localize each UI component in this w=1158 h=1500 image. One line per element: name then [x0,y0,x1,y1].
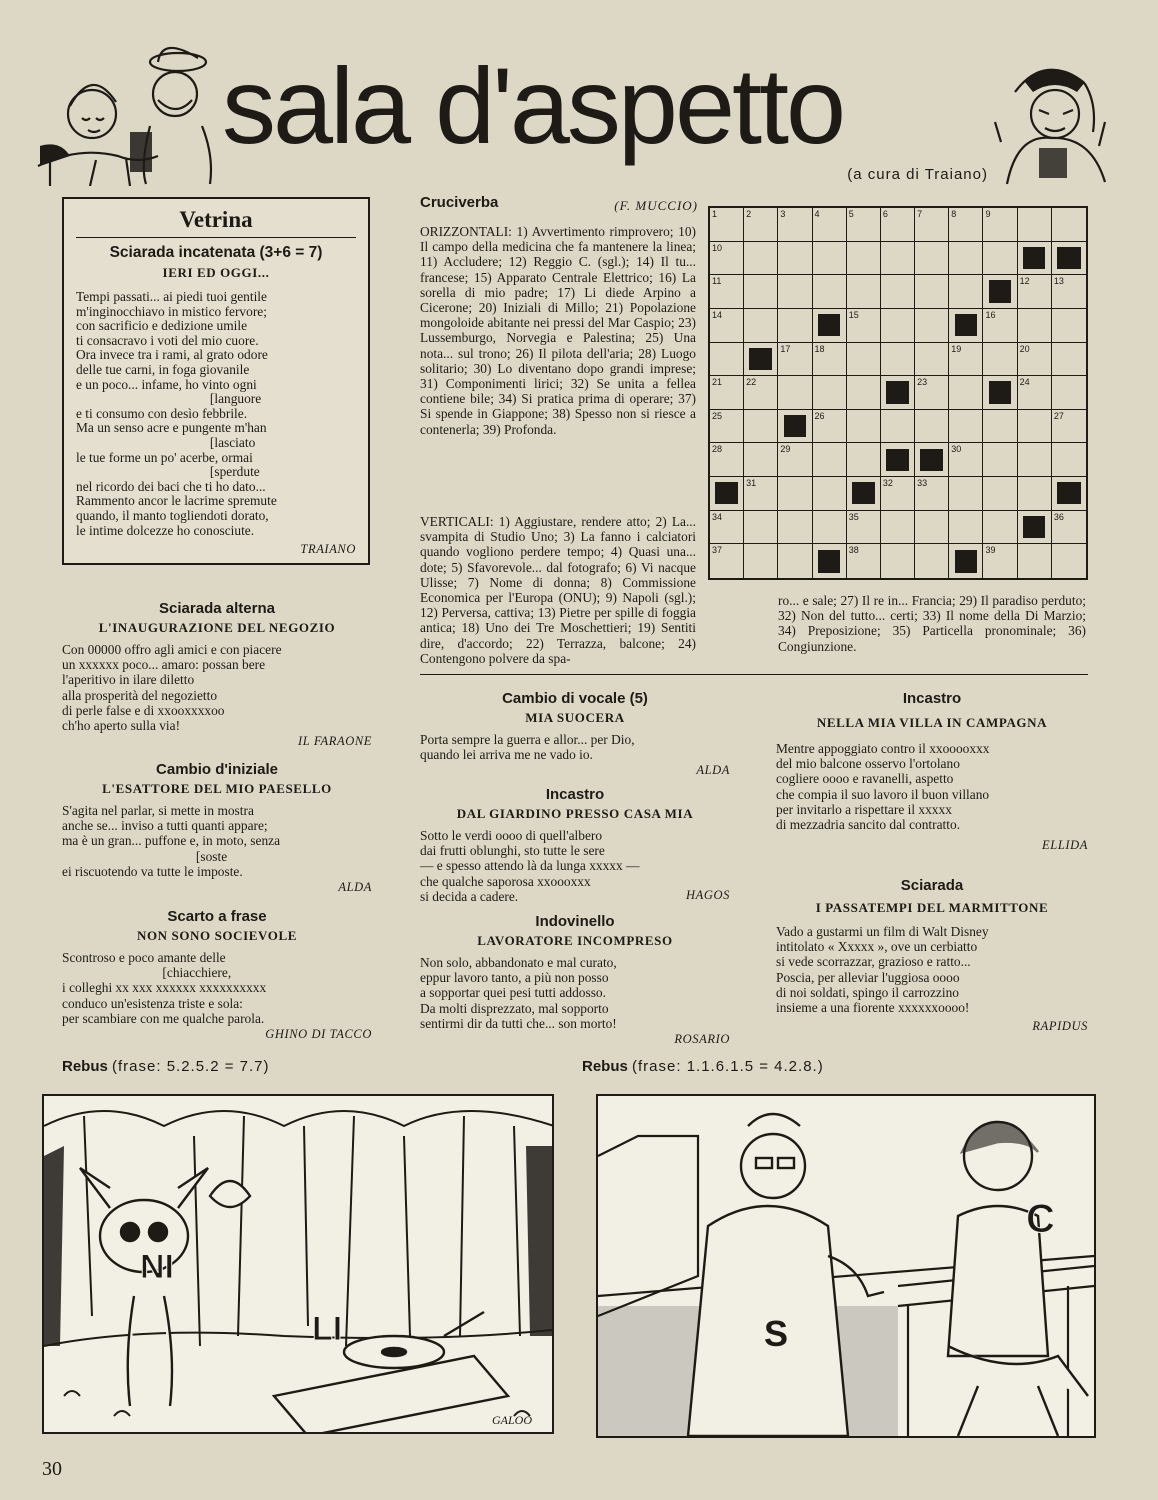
crossword-cell [847,443,881,477]
crossword-black-cell [813,544,847,578]
caricature-figure-drawing [985,52,1120,187]
crossword-cell-number: 17 [780,343,791,354]
crossword-cell [847,275,881,309]
rebus-letters-ni: NI [140,1248,174,1286]
crossword-cell [915,477,949,511]
crossword-cell [744,544,778,578]
crossword-cell [847,511,881,545]
crossword-clues-horizontal [420,224,696,437]
crossword-cell-number: 12 [1019,276,1030,287]
puzzle-title: Sciarada alterna [159,600,275,617]
puzzle-author: ALDA [696,763,730,778]
crossword-cell-number: 4 [814,209,820,219]
crossword-cell [710,443,744,477]
puzzle-title: Cambio di vocale (5) [502,690,648,707]
puzzle-sciarada-alterna [62,600,372,749]
crossword-cell [915,544,949,578]
crossword-cell [813,477,847,511]
crossword-cell [710,275,744,309]
crossword-cell [710,343,744,377]
puzzle-title: Cambio d'iniziale [156,761,278,778]
crossword-cell [1052,343,1086,377]
crossword-cell [1018,309,1052,343]
crossword-cell [710,242,744,276]
crossword-cell [1052,275,1086,309]
crossword-cell [778,443,812,477]
puzzle-subtitle: MIA SUOCERA [525,710,625,725]
rebus-formula: (frase: 5.2.5.2 = 7.7) [112,1058,270,1075]
crossword-black-cell [1052,242,1086,276]
crossword-cell [1052,544,1086,578]
crossword-cell [710,309,744,343]
crossword-cell [915,242,949,276]
crossword-cell [983,477,1017,511]
crossword-cell-number: 33 [917,478,928,489]
crossword-cell [710,208,744,242]
rebus-letter-c: C [1026,1197,1055,1241]
crossword-cell [778,477,812,511]
puzzle-author: ALDA [338,880,372,895]
caricature-group-drawing [30,36,230,186]
crossword-cell [1052,309,1086,343]
crossword-black-cell [949,544,983,578]
crossword-cell [1052,443,1086,477]
puzzle-incastro-villa [776,690,1088,853]
page-title: sala d'aspetto [222,45,844,166]
puzzle-author: GHINO DI TACCO [265,1027,372,1042]
crossword-cell [915,275,949,309]
crossword-cell [983,443,1017,477]
crossword-cell [847,544,881,578]
crossword-cell [1018,376,1052,410]
puzzle-subtitle: NON SONO SOCIEVOLE [136,928,298,943]
crossword-cell [949,511,983,545]
crossword-cell-number: 21 [712,377,723,388]
curator-credit: (a cura di Traiano) [847,166,988,183]
rebus-label: Rebus [582,1058,628,1075]
crossword-cell [983,343,1017,377]
doctor-examining-woman [598,1096,1094,1436]
crossword-cell-number: 39 [985,545,996,556]
crossword-cell [778,208,812,242]
rebus-letters-li: LI [312,1310,343,1348]
crossword-cell [710,511,744,545]
crossword-author: (F. MUCCIO) [614,198,698,213]
crossword-header [420,194,698,214]
puzzle-author: ELLIDA [1042,838,1088,853]
crossword-cell [847,208,881,242]
fawn-in-forest-with-record-player [44,1096,552,1432]
crossword-black-cell [915,443,949,477]
crossword-cell [881,477,915,511]
crossword-cell-number: 29 [780,444,791,455]
crossword-black-cell [710,477,744,511]
crossword-cell [813,376,847,410]
crossword-cell [1018,275,1052,309]
crossword-cell [813,275,847,309]
crossword-black-cell [847,477,881,511]
crossword-black-cell [983,376,1017,410]
crossword-cell-number: 3 [780,209,786,219]
crossword-cell [983,208,1017,242]
crossword-cell-number: 37 [712,545,723,556]
crossword-cell [847,242,881,276]
crossword-cell-number: 27 [1053,410,1064,421]
puzzle-cambio-iniziale [62,761,372,895]
puzzle-subtitle: L'ESATTORE DEL MIO PAESELLO [102,781,332,796]
crossword-black-cell [881,376,915,410]
crossword-black-cell [983,275,1017,309]
puzzle-subtitle: NELLA MIA VILLA IN CAMPAGNA [816,715,1048,730]
crossword-black-cell [1018,242,1052,276]
vetrina-author: TRAIANO [300,542,356,557]
crossword-cell [744,208,778,242]
puzzle-title: Sciarada [900,877,964,894]
puzzle-author: HAGOS [686,888,730,903]
crossword-cell [915,309,949,343]
crossword-cell [847,343,881,377]
crossword-cell-number: 24 [1019,377,1030,388]
crossword-cell [949,208,983,242]
crossword-cell-number: 7 [917,209,923,219]
crossword-cell [744,309,778,343]
vetrina-heading: Vetrina [179,207,253,232]
crossword-cell [881,544,915,578]
rebus-left-caption [62,1058,270,1075]
crossword-cell-number: 5 [848,209,854,219]
crossword-cell-number: 25 [712,410,723,421]
crossword-cell [813,343,847,377]
puzzle-subtitle: LAVORATORE INCOMPRESO [477,933,673,948]
crossword-cell [1018,443,1052,477]
crossword-cell [949,477,983,511]
crossword-cell-number: 22 [746,377,757,388]
crossword-black-cell [778,410,812,444]
crossword-cell [813,242,847,276]
crossword-cell [949,443,983,477]
crossword-cell [744,376,778,410]
crossword-cell [881,343,915,377]
crossword-black-cell [1018,511,1052,545]
crossword-cell [915,410,949,444]
crossword-cell-number: 28 [712,444,723,455]
crossword-cell [915,208,949,242]
vetrina-subtitle: IERI ED OGGI... [162,265,270,280]
crossword-cell-number: 15 [848,309,859,320]
crossword-cell [881,242,915,276]
crossword-cell [847,410,881,444]
crossword-cell [949,410,983,444]
puzzle-text: Sotto le verdi oooo di quell'albero dai frutti oblunghi, sto tutte le sere — e spesso attendo là da lunga xxxxx — che qualche saporosa xxoooxxx si decida a cadere. [420,828,640,904]
puzzle-sciarada-marmittone [776,877,1088,1034]
crossword-cell [1018,544,1052,578]
crossword-cell-number: 16 [985,309,996,320]
crossword-cell-number: 8 [951,209,957,219]
crossword-cell [778,343,812,377]
puzzle-text: Non solo, abbandonato e mal curato, eppur lavoro tanto, a più non posso a sopportar quei pesi tutti addosso. Da molti disprezzato, mal sopporto sentirmi dir da tutti che... son morto! [420,955,617,1031]
puzzle-cambio-vocale [420,690,730,778]
crossword-cell [983,242,1017,276]
crossword-cell [949,275,983,309]
crossword-cell-number: 32 [882,478,893,489]
crossword-cell [813,443,847,477]
crossword-cell-number: 1 [712,209,718,219]
vetrina-divider [76,237,356,238]
vertical-clues-b: ro... e sale; 27) Il re in... Francia; 29) Il paradiso perduto; 32) Non del tutto... certi; 33) Il nome della Di Marzio; 34) Preposizione; 35) Particella pronominale; 36) Congiunzione. [778,593,1086,654]
crossword-cell [1018,410,1052,444]
puzzle-subtitle: L'INAUGURAZIONE DEL NEGOZIO [98,620,336,635]
crossword-cell [847,309,881,343]
rebus-letter-s: S [764,1313,789,1354]
crossword-cell [847,376,881,410]
crossword-cell-number: 2 [746,209,752,219]
crossword-cell [710,376,744,410]
puzzle-subtitle: DAL GIARDINO PRESSO CASA MIA [456,806,694,821]
rebus-left-illustration [42,1094,554,1434]
puzzle-title: Scarto a frase [167,908,267,925]
rebus-right-illustration [596,1094,1096,1438]
crossword-cell-number: 11 [712,276,722,287]
rebus-formula: (frase: 1.1.6.1.5 = 4.2.8.) [632,1058,824,1075]
crossword-cell [813,511,847,545]
crossword-cell [1052,376,1086,410]
crossword-cell [949,343,983,377]
puzzle-author: ROSARIO [674,1032,730,1047]
crossword-cell-number: 31 [746,478,757,489]
crossword-cell [1052,511,1086,545]
crossword-cell [744,477,778,511]
crossword-cell-number: 6 [882,209,888,219]
crossword-title: Cruciverba [420,194,499,211]
crossword-cell [744,443,778,477]
crossword-cell [949,242,983,276]
crossword-cell [915,376,949,410]
vetrina-title: Sciarada incatenata (3+6 = 7) [109,244,323,261]
crossword-cell [744,275,778,309]
puzzle-title: Incastro [545,786,605,803]
crossword-cell-number: 30 [951,444,962,455]
crossword-black-cell [1052,477,1086,511]
crossword-cell [881,410,915,444]
puzzle-incastro-giardino [420,786,730,903]
crossword-cell-number: 35 [848,511,859,522]
crossword-black-cell [744,343,778,377]
crossword-cell [983,410,1017,444]
crossword-cell-number: 14 [712,309,723,320]
crossword-cell-number: 10 [712,242,723,253]
crossword-cell [744,410,778,444]
crossword-cell-number: 36 [1053,511,1064,522]
crossword-cell [881,275,915,309]
illustrator-signature: GALOO [492,1413,533,1427]
crossword-cell [744,242,778,276]
horizontal-label: ORIZZONTALI: [420,224,512,239]
puzzle-author: RAPIDUS [1032,1019,1088,1034]
puzzle-subtitle: I PASSATEMPI DEL MARMITTONE [815,900,1049,915]
crossword-grid [708,206,1088,580]
rebus-right-caption [582,1058,824,1075]
vertical-label: VERTICALI: [420,514,494,529]
crossword-cell [710,410,744,444]
puzzle-text: Scontroso e poco amante delle [chiacchiere, i colleghi xx xxx xxxxxx xxxxxxxxxx conduco un'esistenza triste e sola: per scambiare con me qualche parola. [62,950,267,1026]
crossword-cell [778,511,812,545]
crossword-cell-number: 19 [951,343,962,354]
puzzle-text: Porta sempre la guerra e allor... per Dio, quando lei arriva me ne vado io. [420,732,635,763]
crossword-cell [813,208,847,242]
middle-divider [420,674,1088,675]
crossword-cell-number: 23 [917,377,928,388]
puzzle-indovinello [420,913,730,1047]
crossword-cell-number: 9 [985,209,991,219]
crossword-cell [915,343,949,377]
crossword-cell [1018,208,1052,242]
puzzle-text: Vado a gustarmi un film di Walt Disney intitolato « Xxxxx », ove un cerbiatto si vede scorrazzar, grazioso e ratto... Poscia, per alleviar l'uggiosa oooo di noi soldati, spingo il carrozzino insieme a una fiorente xxxxxxoooo! [776,924,989,1016]
puzzle-scarto-frase [62,908,372,1042]
puzzle-text: Mentre appoggiato contro il xxooooxxx del mio balcone osservo l'ortolano cogliere oooo e ravanelli, aspetto che compia il suo lavoro il buon villano per invitarlo a rispettare il xxxxx di mezzadria sancito dal contratto. [776,741,990,833]
vetrina-text: Tempi passati... ai piedi tuoi gentile m'inginocchiavo in mistico fervore; con sacrificio e dedizione umile ti consacravo i voti del mio cuore. Ora invece tra i rami, al grato odore delle tue carni, in foga giovanile e un poco... infame, ho vinto ogni [languore e ti consumo con desìo febbrile. Ma un senso acre e pungente m'han [lasciato le tue forme un po' acerbe, ormai [sperdute nel ricordo dei baci che ti ho dato... Rammento ancor le lacrime spremute quando, il manto togliendoti dorato, le intime dolcezze ho conosciute. [76,289,277,538]
crossword-cell [778,544,812,578]
puzzle-text: Con 00000 offro agli amici e con piacere un xxxxxx poco... amaro: possan bere l'aperitivo in ilare diletto alla prosperità del negozietto di perle false e di xxooxxxxoo ch'ho aperto sulla via! [62,642,282,734]
crossword-cell [710,544,744,578]
puzzle-title: Indovinello [535,913,615,930]
crossword-cell-number: 38 [848,545,859,556]
crossword-clues-vertical [420,514,696,666]
crossword-cell [949,376,983,410]
crossword-cell-number: 34 [712,511,723,522]
crossword-cell [881,309,915,343]
puzzle-author: IL FARAONE [298,734,372,749]
crossword-cell [1052,208,1086,242]
crossword-cell [1052,410,1086,444]
crossword-cell [778,376,812,410]
crossword-cell [778,309,812,343]
crossword-clues-vertical-cont [778,593,1086,654]
crossword-cell [778,275,812,309]
horizontal-clues: 1) Avvertimento rimprovero; 10) Il campo della medicina che fa mantenere la linea; 11) Accludere; 12) Reggio C. (sgl.); 14) Il tu... francese; 15) Apparato Centrale Elettrico; 16) La sorella di mio padre; 17) Li diede Arpino a Cicerone; 20) Iniziali di Millo; 21) Popolazione mongoloide abitante nei pressi del Mar Caspio; 23) Lussemburgo, Norvegia e Palestina; 25) Una nota... sul trono; 26) Il pilota dell'aria; 28) Luogo solitario; 30) Lo diventano dopo grandi imprese; 31) Componimenti lirici; 32) Se unita a fellea contiene bile; 34) Si pratica prima di operare; 37) Si spende in Giappone; 38) Spesso non si riesce a contenerla; 39) Profonda. [420,224,696,437]
crossword-cell [983,309,1017,343]
crossword-cell-number: 13 [1053,276,1064,287]
crossword-cell [983,544,1017,578]
crossword-cell-number: 26 [814,410,825,421]
vertical-clues-a: 1) Aggiustare, rendere atto; 2) La... svampita di Studio Uno; 3) La fanno i calciatori quando vogliono perdere tempo; 4) Quasi una... dote; 5) Sfavorevole... dal fotografo; 6) Vi nacque Ulisse; 7) Nome di donna; 8) Commissione Economica per l'Europa (ONU); 9) Napoli (sgl.); 12) Perversa, cattiva; 13) Pietre per spille di foggia antica; 18) Uno dei Tre Moschettieri; 19) Sentiti dire, d'accordo; 22) Terrazza, balcone; 24) Contengono polvere da spa- [420,514,696,666]
crossword-cell [744,511,778,545]
puzzle-title: Incastro [902,690,962,707]
crossword-cell [881,511,915,545]
crossword-cell [1018,343,1052,377]
crossword-cell [813,410,847,444]
puzzle-text: S'agita nel parlar, si mette in mostra anche se... inviso a tutti quanti appare; ma è un gran... puffone e, in moto, senza [soste ei riscuotendo va tutte le imposte. [62,803,281,879]
vetrina-box [62,197,370,565]
crossword-cell [778,242,812,276]
page-number: 30 [42,1458,62,1480]
crossword-black-cell [813,309,847,343]
crossword-black-cell [881,443,915,477]
crossword-cell-number: 20 [1019,343,1030,354]
crossword-black-cell [949,309,983,343]
crossword-cell-number: 18 [814,343,825,354]
crossword-cell [881,208,915,242]
crossword-cell [983,511,1017,545]
crossword-cell [1018,477,1052,511]
masthead [0,0,1158,195]
rebus-label: Rebus [62,1058,108,1075]
crossword-cell [915,511,949,545]
